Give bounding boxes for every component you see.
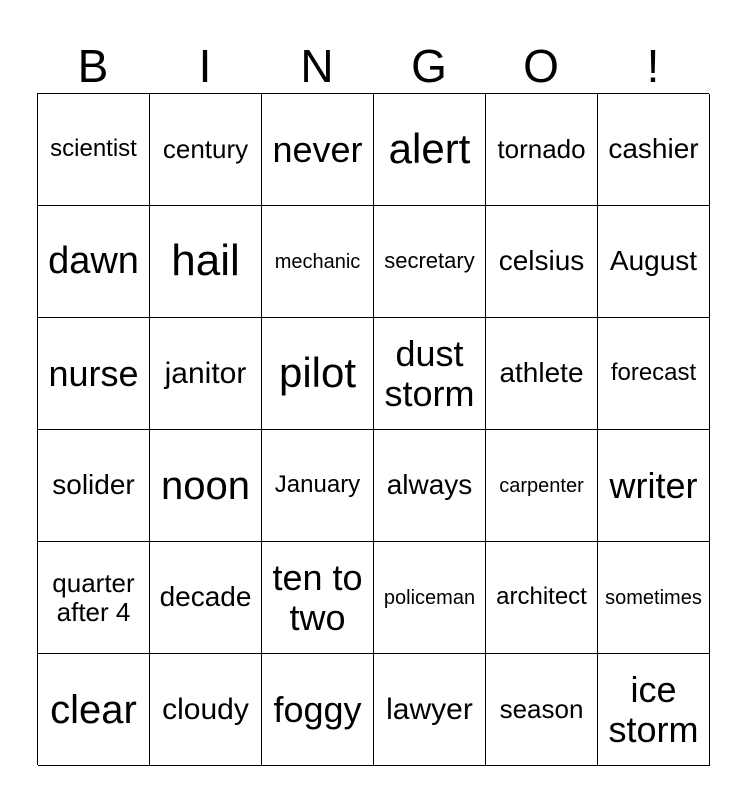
cell-text: sometimes (605, 586, 702, 609)
bingo-cell[interactable] (374, 206, 486, 318)
cell-text: policeman (383, 586, 476, 609)
cell-text: mechanic (274, 250, 361, 273)
bingo-cell[interactable] (598, 430, 710, 542)
bingo-cell[interactable] (150, 542, 262, 654)
bingo-cell[interactable] (262, 654, 374, 766)
cell-text: season (499, 694, 584, 725)
cell-text: tornado (497, 134, 586, 165)
bingo-cell[interactable] (38, 94, 150, 206)
cell-text: dust storm (384, 332, 475, 414)
bingo-cell[interactable] (486, 206, 598, 318)
bingo-cell[interactable] (150, 94, 262, 206)
bingo-cell[interactable] (598, 654, 710, 766)
bingo-cell[interactable] (374, 654, 486, 766)
bingo-cell[interactable] (486, 542, 598, 654)
cell-text: celsius (498, 245, 585, 277)
cell-text: janitor (164, 357, 247, 390)
header-letter-exclamation: ! (646, 39, 660, 92)
cell-text: solider (52, 469, 135, 501)
cell-text: January (274, 471, 361, 499)
cell-text: decade (159, 581, 252, 613)
cell-text: secretary (384, 248, 475, 274)
cell-text: alert (388, 125, 471, 173)
cell-text: clear (50, 687, 137, 732)
cell-text: never (272, 128, 363, 170)
cell-text: noon (161, 463, 250, 508)
bingo-cell[interactable] (262, 206, 374, 318)
bingo-cell[interactable] (262, 318, 374, 430)
cell-text: writer (609, 464, 698, 506)
bingo-cell[interactable] (598, 542, 710, 654)
bingo-cell[interactable] (150, 654, 262, 766)
cell-text: always (386, 469, 473, 501)
cell-text: century (162, 134, 249, 165)
cell-text: ice storm (608, 668, 699, 750)
bingo-cell[interactable] (486, 94, 598, 206)
header-letter-o: O (523, 39, 559, 92)
bingo-cell[interactable] (38, 654, 150, 766)
bingo-cell[interactable] (374, 542, 486, 654)
cell-text: cloudy (162, 693, 249, 726)
cell-text: forecast (610, 359, 697, 387)
cell-text: hail (171, 236, 240, 286)
cell-text: scientist (50, 135, 137, 163)
bingo-cell[interactable] (374, 318, 486, 430)
cell-text: August (609, 245, 698, 277)
bingo-cell[interactable] (38, 318, 150, 430)
bingo-board (37, 93, 709, 765)
cell-text: quarter after 4 (52, 567, 135, 627)
cell-text: lawyer (386, 693, 473, 726)
bingo-cell[interactable] (374, 94, 486, 206)
bingo-cell[interactable] (262, 94, 374, 206)
bingo-cell[interactable] (486, 318, 598, 430)
header-letter-g: G (411, 39, 447, 92)
bingo-cell[interactable] (150, 318, 262, 430)
header-letter-i: I (198, 39, 212, 92)
bingo-cell[interactable] (150, 430, 262, 542)
cell-text: ten to two (272, 556, 363, 638)
cell-text: foggy (273, 688, 362, 730)
cell-text: carpenter (499, 474, 584, 497)
cell-text: pilot (278, 349, 357, 397)
bingo-cell[interactable] (38, 206, 150, 318)
bingo-cell[interactable] (598, 94, 710, 206)
cell-text: architect (496, 583, 587, 611)
bingo-cell[interactable] (38, 430, 150, 542)
header-letter-n: N (300, 39, 334, 92)
bingo-cell[interactable] (150, 206, 262, 318)
cell-text: dawn (48, 239, 139, 282)
bingo-cell[interactable] (38, 542, 150, 654)
cell-text: cashier (608, 133, 699, 165)
cell-text: nurse (48, 352, 139, 394)
bingo-cell[interactable] (598, 318, 710, 430)
bingo-cell[interactable] (486, 430, 598, 542)
cell-text: athlete (499, 357, 584, 389)
header-letter-b: B (77, 39, 109, 92)
bingo-cell[interactable] (262, 542, 374, 654)
bingo-cell[interactable] (598, 206, 710, 318)
bingo-cell[interactable] (262, 430, 374, 542)
bingo-cell[interactable] (374, 430, 486, 542)
bingo-header (37, 38, 709, 93)
bingo-cell[interactable] (486, 654, 598, 766)
